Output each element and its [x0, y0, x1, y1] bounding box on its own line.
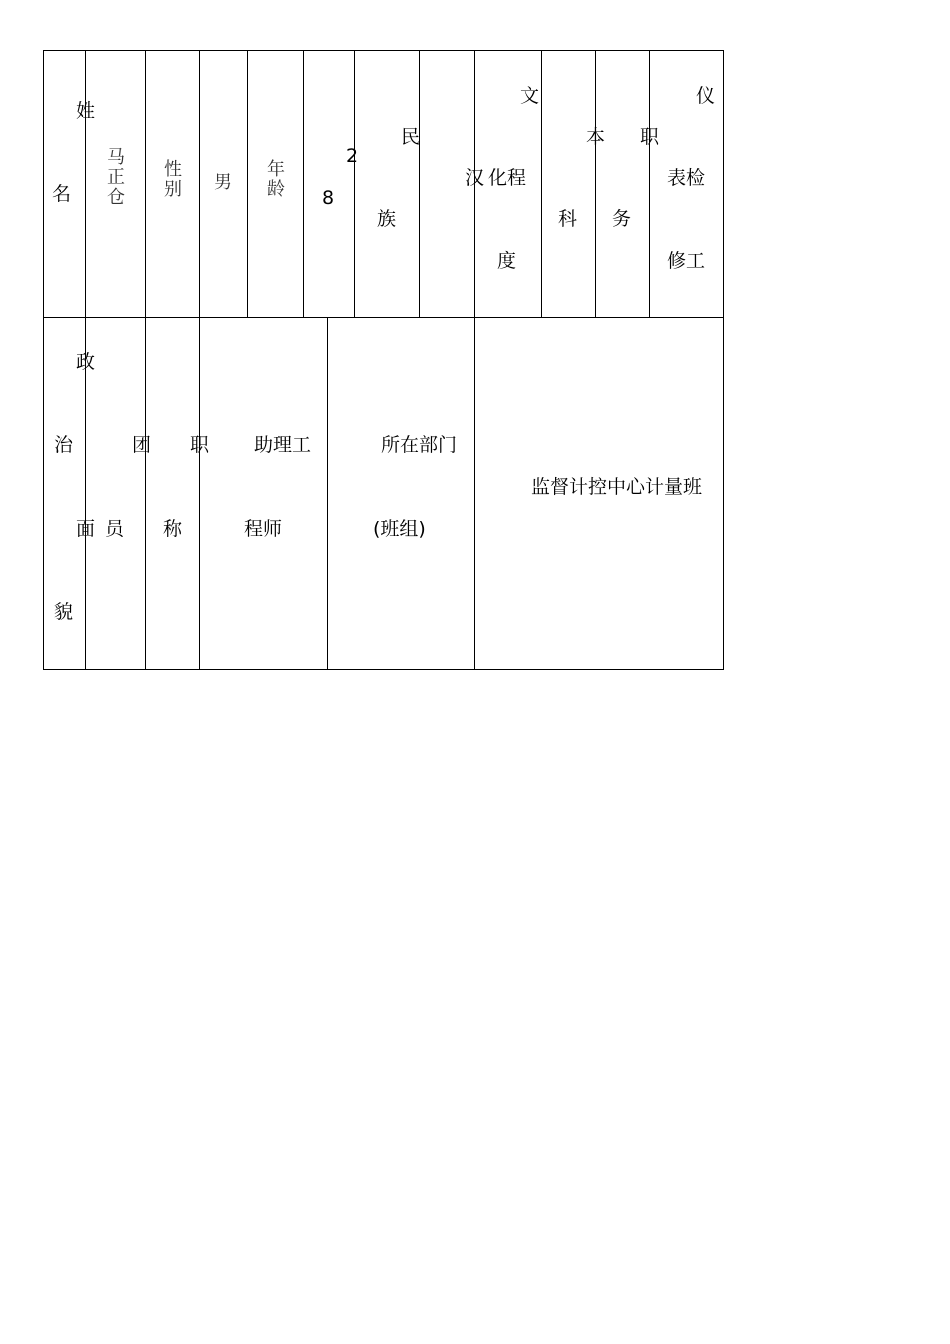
name-label-top: 姓: [76, 100, 96, 122]
politics-label-line3: 面: [76, 518, 96, 540]
gender-label-char: 别: [164, 179, 182, 200]
cell-divider: [85, 50, 86, 317]
education-value-bottom: 科: [558, 208, 578, 230]
cell-divider: [303, 50, 304, 317]
department-label-line2: (班组): [373, 518, 426, 540]
name-value-char: 仓: [107, 187, 125, 208]
politics-value-bottom: 员: [105, 518, 125, 540]
cell-divider: [541, 50, 542, 317]
cell-divider: [474, 317, 475, 669]
department-label-line1: 所在部门: [381, 434, 458, 456]
title-value-line2: 程师: [244, 518, 283, 540]
position-value-line3: 修工: [667, 250, 706, 272]
education-label-mid: 化程: [488, 167, 527, 189]
name-label-bottom: 名: [52, 183, 72, 205]
gender-label-char: 性: [164, 159, 182, 180]
age-value-bottom: 8: [322, 187, 335, 209]
ethnicity-value: 汉: [465, 167, 485, 189]
politics-label-line2: 治: [54, 434, 74, 456]
age-label: [264, 160, 288, 200]
title-value-line1: 助理工: [254, 434, 312, 456]
cell-divider: [145, 50, 146, 317]
politics-value-top: 团: [132, 434, 152, 456]
ethnicity-label-top: 民: [401, 126, 421, 148]
position-label-bottom: 务: [612, 208, 632, 230]
age-label-char: 龄: [267, 179, 285, 200]
name-value: [104, 148, 128, 208]
name-value-char: 正: [107, 167, 125, 188]
ethnicity-label-bottom: 族: [377, 208, 397, 230]
position-value-line2: 表检: [667, 167, 706, 189]
age-label-char: 年: [267, 159, 285, 180]
table-bottom-border: [43, 669, 724, 670]
title-label-top: 职: [190, 434, 210, 456]
department-value: 监督计控中心计量班: [531, 476, 703, 498]
table-right-border: [723, 50, 724, 670]
table-left-border: [43, 50, 44, 670]
politics-label-line4: 貌: [54, 601, 74, 623]
position-label-top: 职: [640, 126, 660, 148]
cell-divider: [247, 50, 248, 317]
cell-divider: [145, 317, 146, 669]
cell-divider: [199, 317, 200, 669]
gender-value: 男: [214, 172, 232, 193]
age-value-top: 2: [346, 145, 359, 167]
cell-divider: [354, 50, 355, 317]
education-value-top: 本: [586, 126, 606, 148]
cell-divider: [595, 50, 596, 317]
politics-label-line1: 政: [76, 351, 96, 373]
cell-divider: [419, 50, 420, 317]
name-value-char: 马: [107, 147, 125, 168]
cell-divider: [327, 317, 328, 669]
gender-label: [161, 160, 185, 200]
cell-divider: [199, 50, 200, 317]
cell-divider: [649, 50, 650, 317]
position-value-line1: 仪: [696, 85, 716, 107]
education-label-bottom: 度: [497, 250, 517, 272]
title-label-bottom: 称: [163, 518, 183, 540]
education-label-top: 文: [520, 85, 540, 107]
